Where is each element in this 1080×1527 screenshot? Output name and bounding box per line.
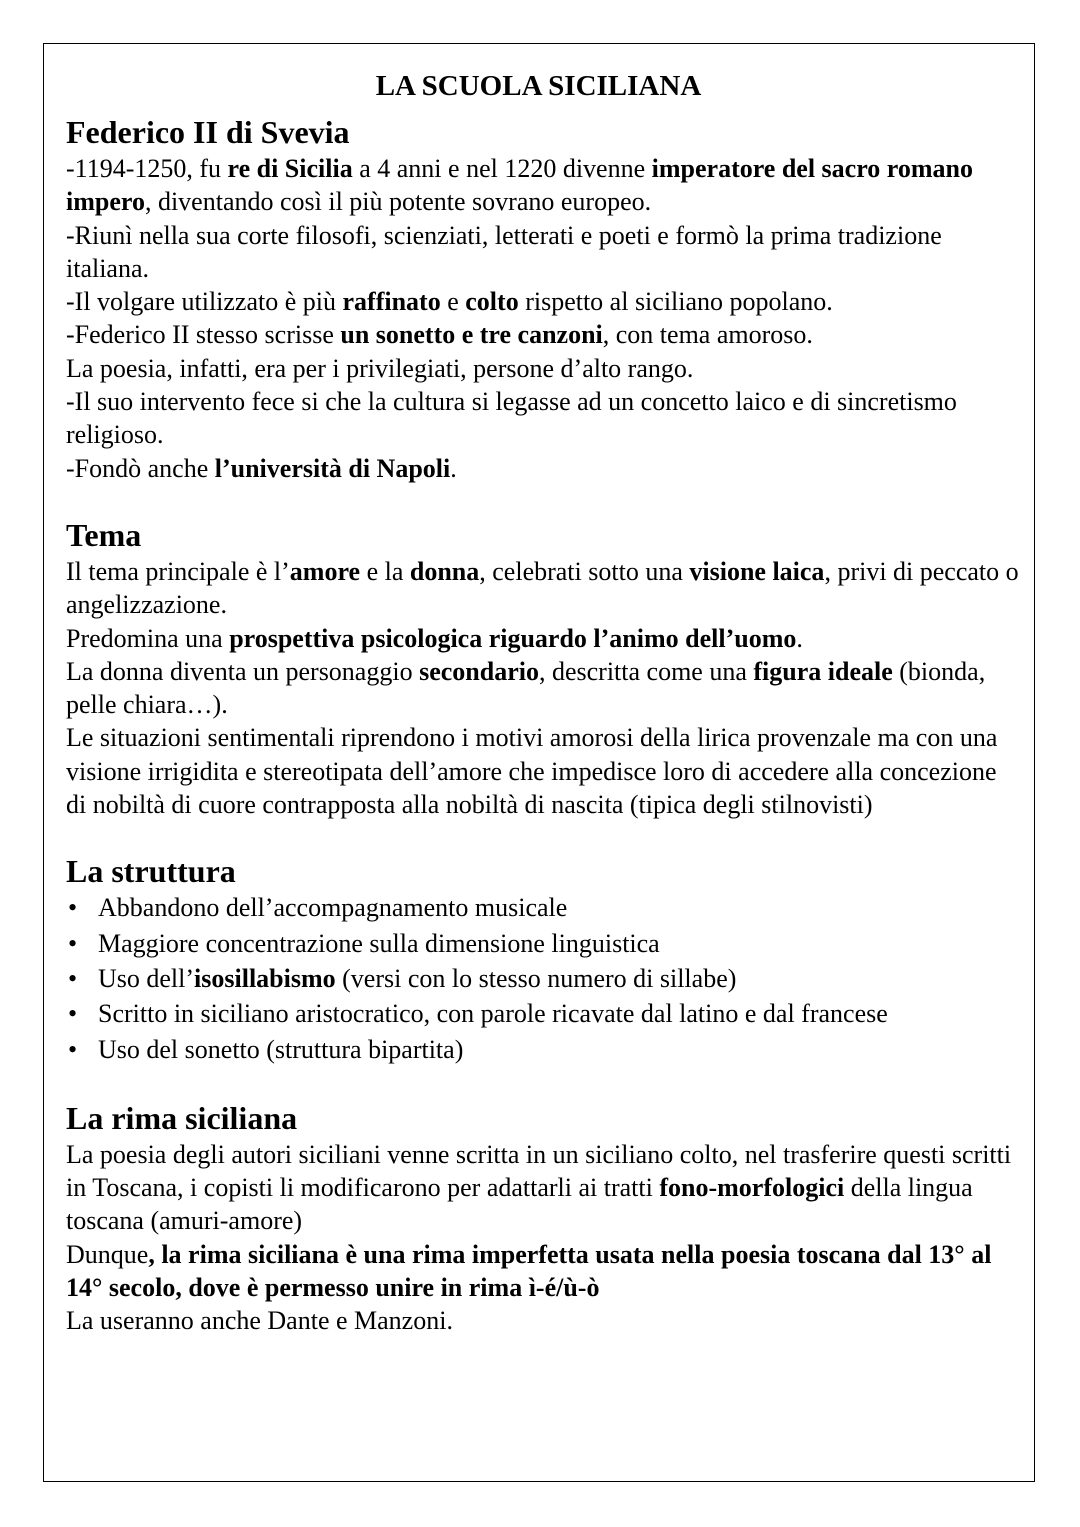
bold-text: fono-morfologici [659,1173,845,1203]
paragraph: -Riunì nella sua corte filosofi, scienziati, letterati e poeti e formò la prima tradizione italiana. [66,220,942,283]
paragraph: Le situazioni sentimentali riprendono i motivi amorosi della lirica provenzale ma con una visione irrigidita e stereotipata dell’amore che impedisce loro di accedere alla concezione di nobiltà di cuore contrapposta alla nobiltà di nascita (tipica degli stilnovisti) [66,723,998,820]
section-spacer [66,1068,1021,1098]
bold-text: colto [465,287,519,317]
section-rima [66,1098,1021,1338]
text-run: -Fondò anche [66,453,215,483]
text-run: e la [360,556,410,586]
paragraph [66,655,1021,722]
text-run: , diventando così il più potente sovrano europeo. [144,187,652,217]
bold-text: , la rima siciliana è una rima imperfetta usata nella poesia toscana dal 13° al 14° secolo, dove è permesso unire in rima ì-é/ù-ò [66,1239,992,1303]
text-run: , descritta come una [538,656,754,686]
paragraph: La useranno anche Dante e Manzoni. [66,1306,453,1336]
bold-text: isosillabismo [194,963,336,993]
section-heading-struttura: La struttura [66,853,236,890]
paragraph: -Il suo intervento fece si che la cultura si legasse ad un concetto laico e di sincretismo religioso. [66,387,957,450]
section-tema [66,515,1021,821]
text-run: (bionda, pelle chiara…). [66,656,986,720]
text-run: rispetto al siciliano popolano. [518,287,833,317]
list-item: • Uso del sonetto (struttura bipartita) [66,1033,1021,1066]
text-run: Predomina una [66,623,230,653]
text-run: -Federico II stesso scrisse [66,320,341,350]
bold-text: raffinato [342,287,441,317]
document-body [66,66,1021,1338]
text-run: La poesia degli autori siciliani venne scritta in un siciliano colto, nel trasferire questi scritti in Toscana, i copisti li modificarono per adattarli ai tratti [66,1139,1012,1203]
text-run: . [796,623,803,653]
bold-text: figura ideale [753,656,893,686]
paragraph [66,1138,1021,1238]
paragraph [66,452,1021,485]
text-run: , celebrati sotto una [479,556,690,586]
text-run: La donna diventa un personaggio [66,656,420,686]
text-run: Uso dell’ [98,963,195,993]
section-spacer [66,485,1021,515]
text-run: a 4 anni e nel 1220 divenne [352,154,652,183]
section-federico [66,112,1021,485]
text-run: . [450,453,457,483]
document-title: LA SCUOLA SICILIANA [375,70,702,102]
list-item: • Abbandono dell’accompagnamento musicale [66,891,1021,924]
text-run: -1194-1250, fu [66,154,228,183]
text-run: , privi di peccato o angelizzazione. [66,556,1019,620]
bold-text: visione laica [689,556,825,586]
paragraph [66,1238,1021,1305]
section-struttura [66,851,1021,1065]
paragraph [66,152,1021,219]
bold-text: amore [289,556,361,586]
bold-text: secondario [419,656,539,686]
bullet-list [66,891,1021,1065]
section-heading-federico: Federico II di Svevia [66,114,350,150]
paragraph [66,622,1021,655]
paragraph: La poesia, infatti, era per i privilegiati, persone d’alto rango. [66,353,694,383]
text-run: , con tema amoroso. [602,320,813,350]
bold-text: donna [409,556,480,586]
text-run: Il tema principale è l’ [66,556,290,586]
bold-text: un sonetto e tre canzoni [340,320,603,350]
text-run: e [440,287,466,317]
text-run: -Il volgare utilizzato è più [66,287,343,317]
text-run: (versi con lo stesso numero di sillabe) [335,963,737,993]
bold-text: imperatore del sacro romano impero [66,154,973,217]
list-item [66,962,1021,995]
section-spacer [66,821,1021,851]
section-heading-tema: Tema [66,516,142,553]
text-run: della lingua toscana (amuri-amore) [66,1173,973,1236]
list-item: • Maggiore concentrazione sulla dimensione linguistica [66,927,1021,960]
bold-text: l’università di Napoli [214,453,451,483]
bold-text: re di Sicilia [227,154,353,183]
bold-text: prospettiva psicologica riguardo l’animo dell’uomo [229,623,797,653]
text-run: Dunque [66,1239,149,1269]
list-item: • Scritto in siciliano aristocratico, con parole ricavate dal latino e dal francese [66,997,1021,1030]
paragraph [66,285,1021,318]
paragraph [66,555,1021,622]
section-heading-rima: La rima siciliana [66,1099,298,1136]
paragraph [66,318,1021,351]
